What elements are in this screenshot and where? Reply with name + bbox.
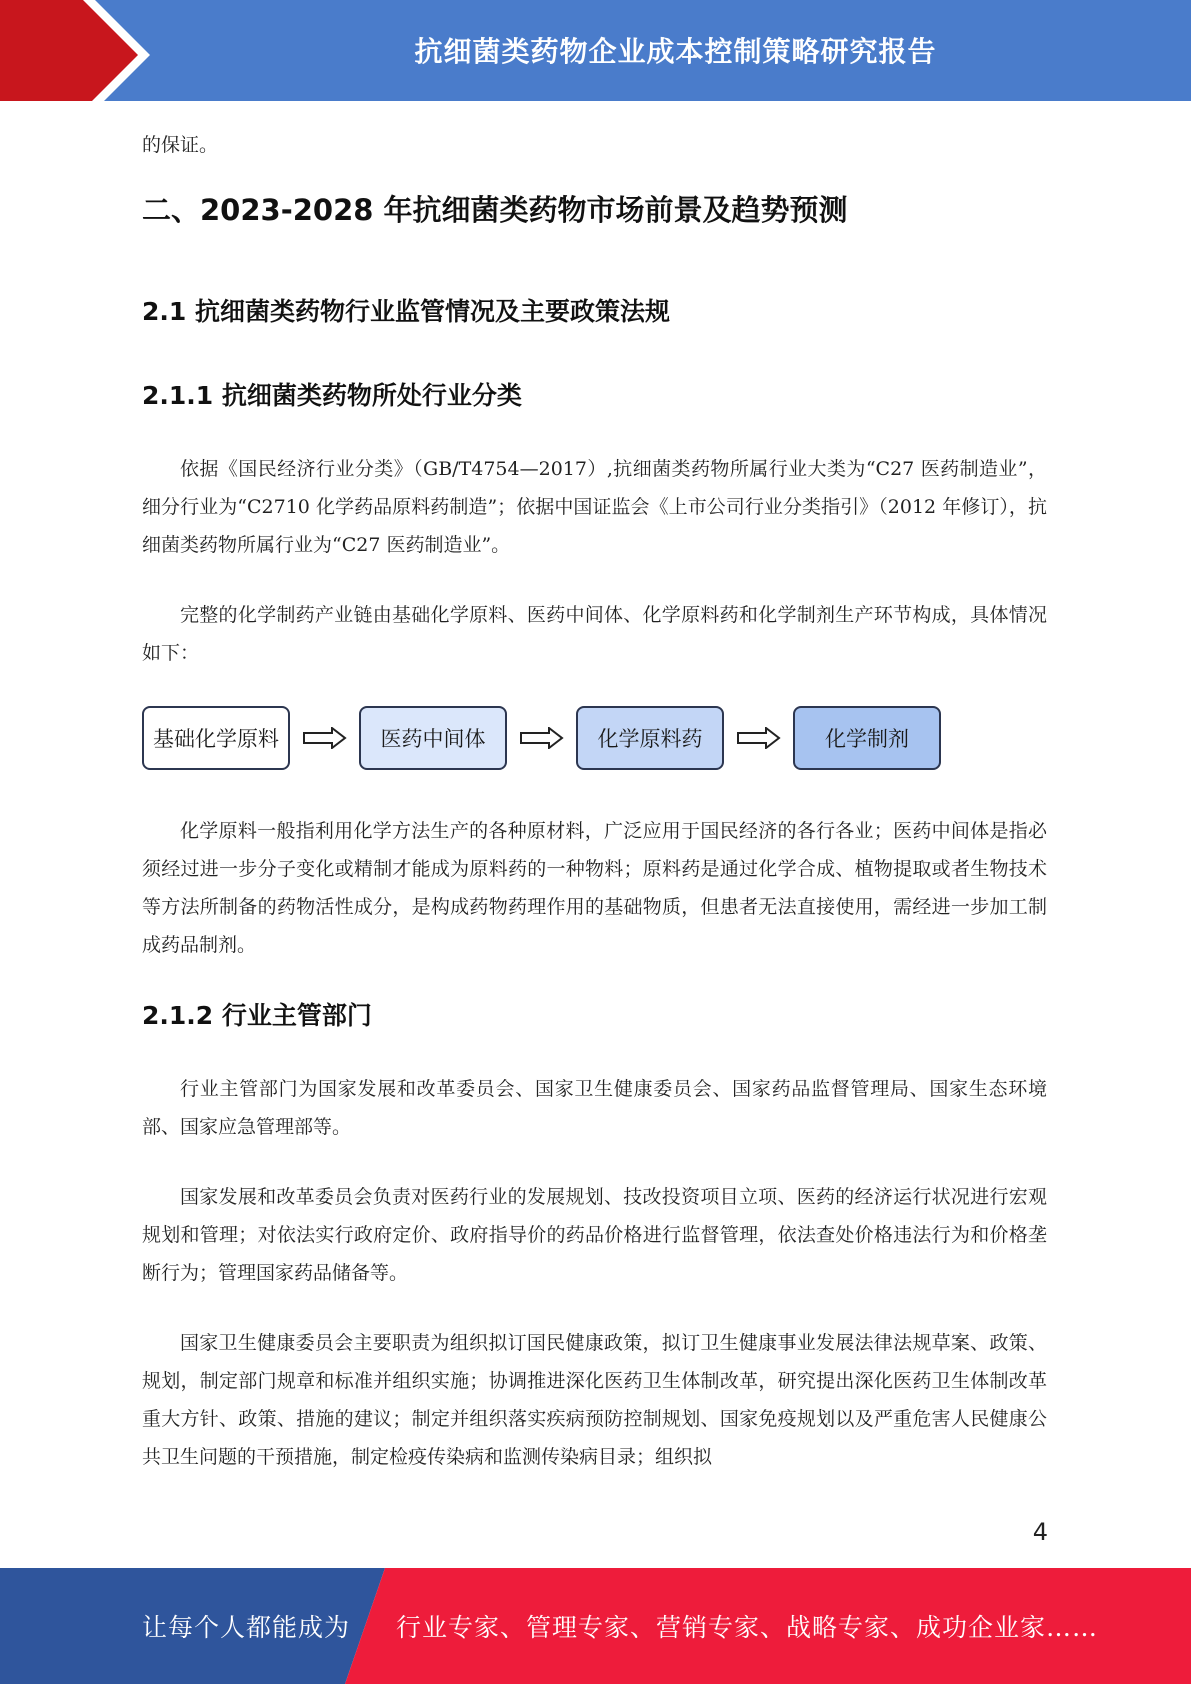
subsection-heading-classification: 2.1.1 抗细菌类药物所处行业分类 [142, 381, 522, 410]
paragraph-ndrc: 国家发展和改革委员会负责对医药行业的发展规划、技改投资项目立项、医药的经济运行状况进行宏观规划和管理；对依法实行政府定价、政府指导价的药品价格进行监督管理，依法查处价格违法行为和价格垄断行为；管理国家药品储备等。 [142, 1186, 1047, 1284]
footer-slogan-left: 让每个人都能成为 [142, 1613, 351, 1642]
paragraph-authorities: 行业主管部门为国家发展和改革委员会、国家卫生健康委员会、国家药品监督管理局、国家生态环境部、国家应急管理部等。 [142, 1078, 1047, 1138]
flow-node-formulations: 化学制剂 [793, 706, 941, 770]
page-header [0, 0, 1191, 110]
double-right-arrow-icon [507, 727, 576, 749]
page-footer [0, 1568, 1191, 1684]
subsection-heading: 2.1 抗细菌类药物行业监管情况及主要政策法规 [142, 297, 670, 326]
double-right-arrow-icon [724, 727, 793, 749]
document-body [142, 126, 1047, 1508]
footer-slogan-right: 行业专家、管理专家、营销专家、战略专家、成功企业家…… [396, 1613, 1099, 1642]
flow-node-api: 化学原料药 [576, 706, 724, 770]
flow-node-basic-chemicals: 基础化学原料 [142, 706, 290, 770]
subsection-heading-authorities: 2.1.2 行业主管部门 [142, 1001, 372, 1030]
paragraph-industry-chain: 完整的化学制药产业链由基础化学原料、医药中间体、化学原料药和化学制剂生产环节构成，具体情况如下： [142, 604, 1047, 664]
report-title: 抗细菌类药物企业成本控制策略研究报告 [414, 35, 937, 68]
flow-node-intermediates: 医药中间体 [359, 706, 507, 770]
paragraph-nhc: 国家卫生健康委员会主要职责为组织拟订国民健康政策，拟订卫生健康事业发展法律法规草案、政策、规划，制定部门规章和标准并组织实施；协调推进深化医药卫生体制改革，研究提出深化医药卫生体制改革重大方针、政策、措施的建议；制定并组织落实疾病预防控制规划、国家免疫规划以及严重危害人民健康公共卫生问题的干预措施，制定检疫传染病和监测传染病目录；组织拟 [142, 1332, 1047, 1468]
continued-text: 的保证。 [142, 134, 219, 156]
page-number: 4 [1032, 1518, 1048, 1546]
paragraph-definitions: 化学原料一般指利用化学方法生产的各种原材料，广泛应用于国民经济的各行各业；医药中间体是指必须经过进一步分子变化或精制才能成为原料药的一种物料；原料药是通过化学合成、植物提取或者生物技术等方法所制备的药物活性成分，是构成药物药理作用的基础物质，但患者无法直接使用，需经进一步加工制成药品制剂。 [142, 820, 1047, 956]
double-right-arrow-icon [290, 727, 359, 749]
industry-chain-diagram [142, 704, 1047, 772]
paragraph-classification: 依据《国民经济行业分类》（GB/T4754—2017）,抗细菌类药物所属行业大类为“C27 医药制造业”，细分行业为“C2710 化学药品原料药制造”；依据中国证监会《上市公司行业分类指引》（2012 年修订），抗细菌类药物所属行业为“C27 医药制造业”。 [142, 458, 1047, 556]
section-heading: 二、2023-2028 年抗细菌类药物市场前景及趋势预测 [142, 193, 848, 227]
